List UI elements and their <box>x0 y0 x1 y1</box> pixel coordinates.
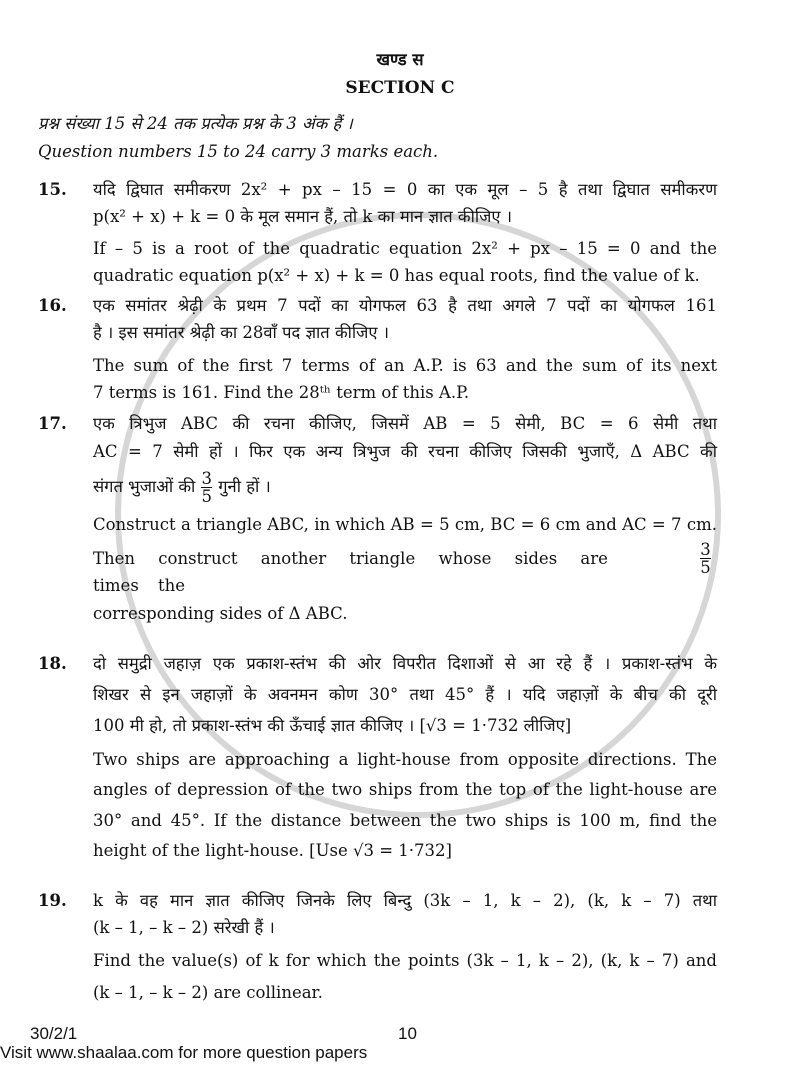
text: संगत भुजाओं की <box>93 477 196 496</box>
question-line: quadratic equation p(x² + x) + k = 0 has equal roots, find the value of k. <box>93 266 700 285</box>
text: Then construct another triangle whose sides are <box>93 548 608 568</box>
promo-link[interactable]: Visit www.shaalaa.com for more question papers <box>0 1043 368 1062</box>
text: दो समुद्री जहाज़ एक प्रकाश-स्तंभ की ओर विपरीत दिशाओं से आ रहे हैं । प्रकाश-स्तंभ के <box>93 654 717 673</box>
text: k के वह मान ज्ञात कीजिए जिनके लिए बिन्दु (3k – 1, k – 2), (k, k – 7) तथा <box>93 891 717 910</box>
text: यदि द्विघात समीकरण 2x² + px – 15 = 0 का एक मूल – 5 है तथा द्विघात समीकरण <box>93 180 717 199</box>
question-line: है । इस समांतर श्रेढ़ी का 28वाँ पद ज्ञात कीजिए । <box>93 323 390 342</box>
paper-code: 30/2/1 <box>30 1024 78 1043</box>
question-line: angles of depression of the two ships from the top of the light-house are <box>93 780 717 799</box>
question-line: शिखर से इन जहाज़ों के अवनमन कोण 30° तथा 45° हैं । यदि जहाज़ों के बीच की दूरी <box>93 685 717 704</box>
numerator: 3 <box>201 469 213 488</box>
question-line: Two ships are approaching a light-house from opposite directions. The <box>93 750 717 769</box>
question-number: 18. <box>38 654 67 673</box>
denominator: 5 <box>201 487 213 506</box>
text: एक समांतर श्रेढ़ी के प्रथम 7 पदों का योगफल 63 है तथा अगले 7 पदों का योगफल 161 <box>93 296 717 315</box>
question-line: AC = 7 सेमी हों । फिर एक अन्य त्रिभुज की रचना कीजिए जिसकी भुजाएँ, Δ ABC की <box>93 442 717 461</box>
question-line <box>93 470 717 505</box>
instructions-hindi: प्रश्न संख्या 15 से 24 तक प्रत्येक प्रश्न के 3 अंक हैं । <box>38 114 353 133</box>
question-line: 30° and 45°. If the distance between the two ships is 100 m, find the <box>93 811 717 830</box>
question-line: 100 मी हो, तो प्रकाश-स्तंभ की ऊँचाई ज्ञात कीजिए । [√3 = 1·732 लीजिए] <box>93 716 572 735</box>
fraction <box>201 470 212 505</box>
question-line <box>93 541 717 596</box>
question-number: 15. <box>38 180 67 199</box>
text: times the <box>93 576 186 595</box>
text: गुनी हों । <box>218 477 271 496</box>
question-line: height of the light-house. [Use √3 = 1·732] <box>93 841 452 860</box>
question-line: Construct a triangle ABC, in which AB = 5 cm, BC = 6 cm and AC = 7 cm. <box>93 515 717 534</box>
section-title-hindi: खण्ड स <box>376 50 424 69</box>
question-line: (k – 1, – k – 2) सरेखी हैं । <box>93 918 275 937</box>
question-line <box>38 891 717 911</box>
question-number: 19. <box>38 891 67 910</box>
question-line: Find the value(s) of k for which the points (3k – 1, k – 2), (k, k – 7) and <box>93 951 717 970</box>
question-line: If – 5 is a root of the quadratic equation 2x² + px – 15 = 0 and the <box>93 239 717 258</box>
instructions-english: Question numbers 15 to 24 carry 3 marks each. <box>38 142 439 161</box>
section-title: SECTION C <box>345 78 455 98</box>
question-line: (k – 1, – k – 2) are collinear. <box>93 983 323 1002</box>
question-line: The sum of the first 7 terms of an A.P. is 63 and the sum of its next <box>93 356 717 375</box>
question-line: 7 terms is 161. Find the 28ᵗʰ term of this A.P. <box>93 383 470 402</box>
numerator: 3 <box>700 540 711 559</box>
question-line <box>38 180 717 200</box>
fraction <box>700 541 711 576</box>
question-line: corresponding sides of Δ ABC. <box>93 604 348 623</box>
denominator: 5 <box>700 558 711 577</box>
page-number: 10 <box>398 1024 417 1043</box>
question-line: p(x² + x) + k = 0 के मूल समान हैं, तो k का मान ज्ञात कीजिए । <box>93 207 512 226</box>
footer-row <box>0 1025 800 1043</box>
question-line <box>38 414 717 434</box>
question-number: 16. <box>38 296 67 315</box>
question-line <box>38 654 717 674</box>
text: एक त्रिभुज ABC की रचना कीजिए, जिसमें AB = 5 सेमी, BC = 6 सेमी तथा <box>93 414 717 433</box>
question-line <box>38 296 717 316</box>
question-number: 17. <box>38 414 67 433</box>
